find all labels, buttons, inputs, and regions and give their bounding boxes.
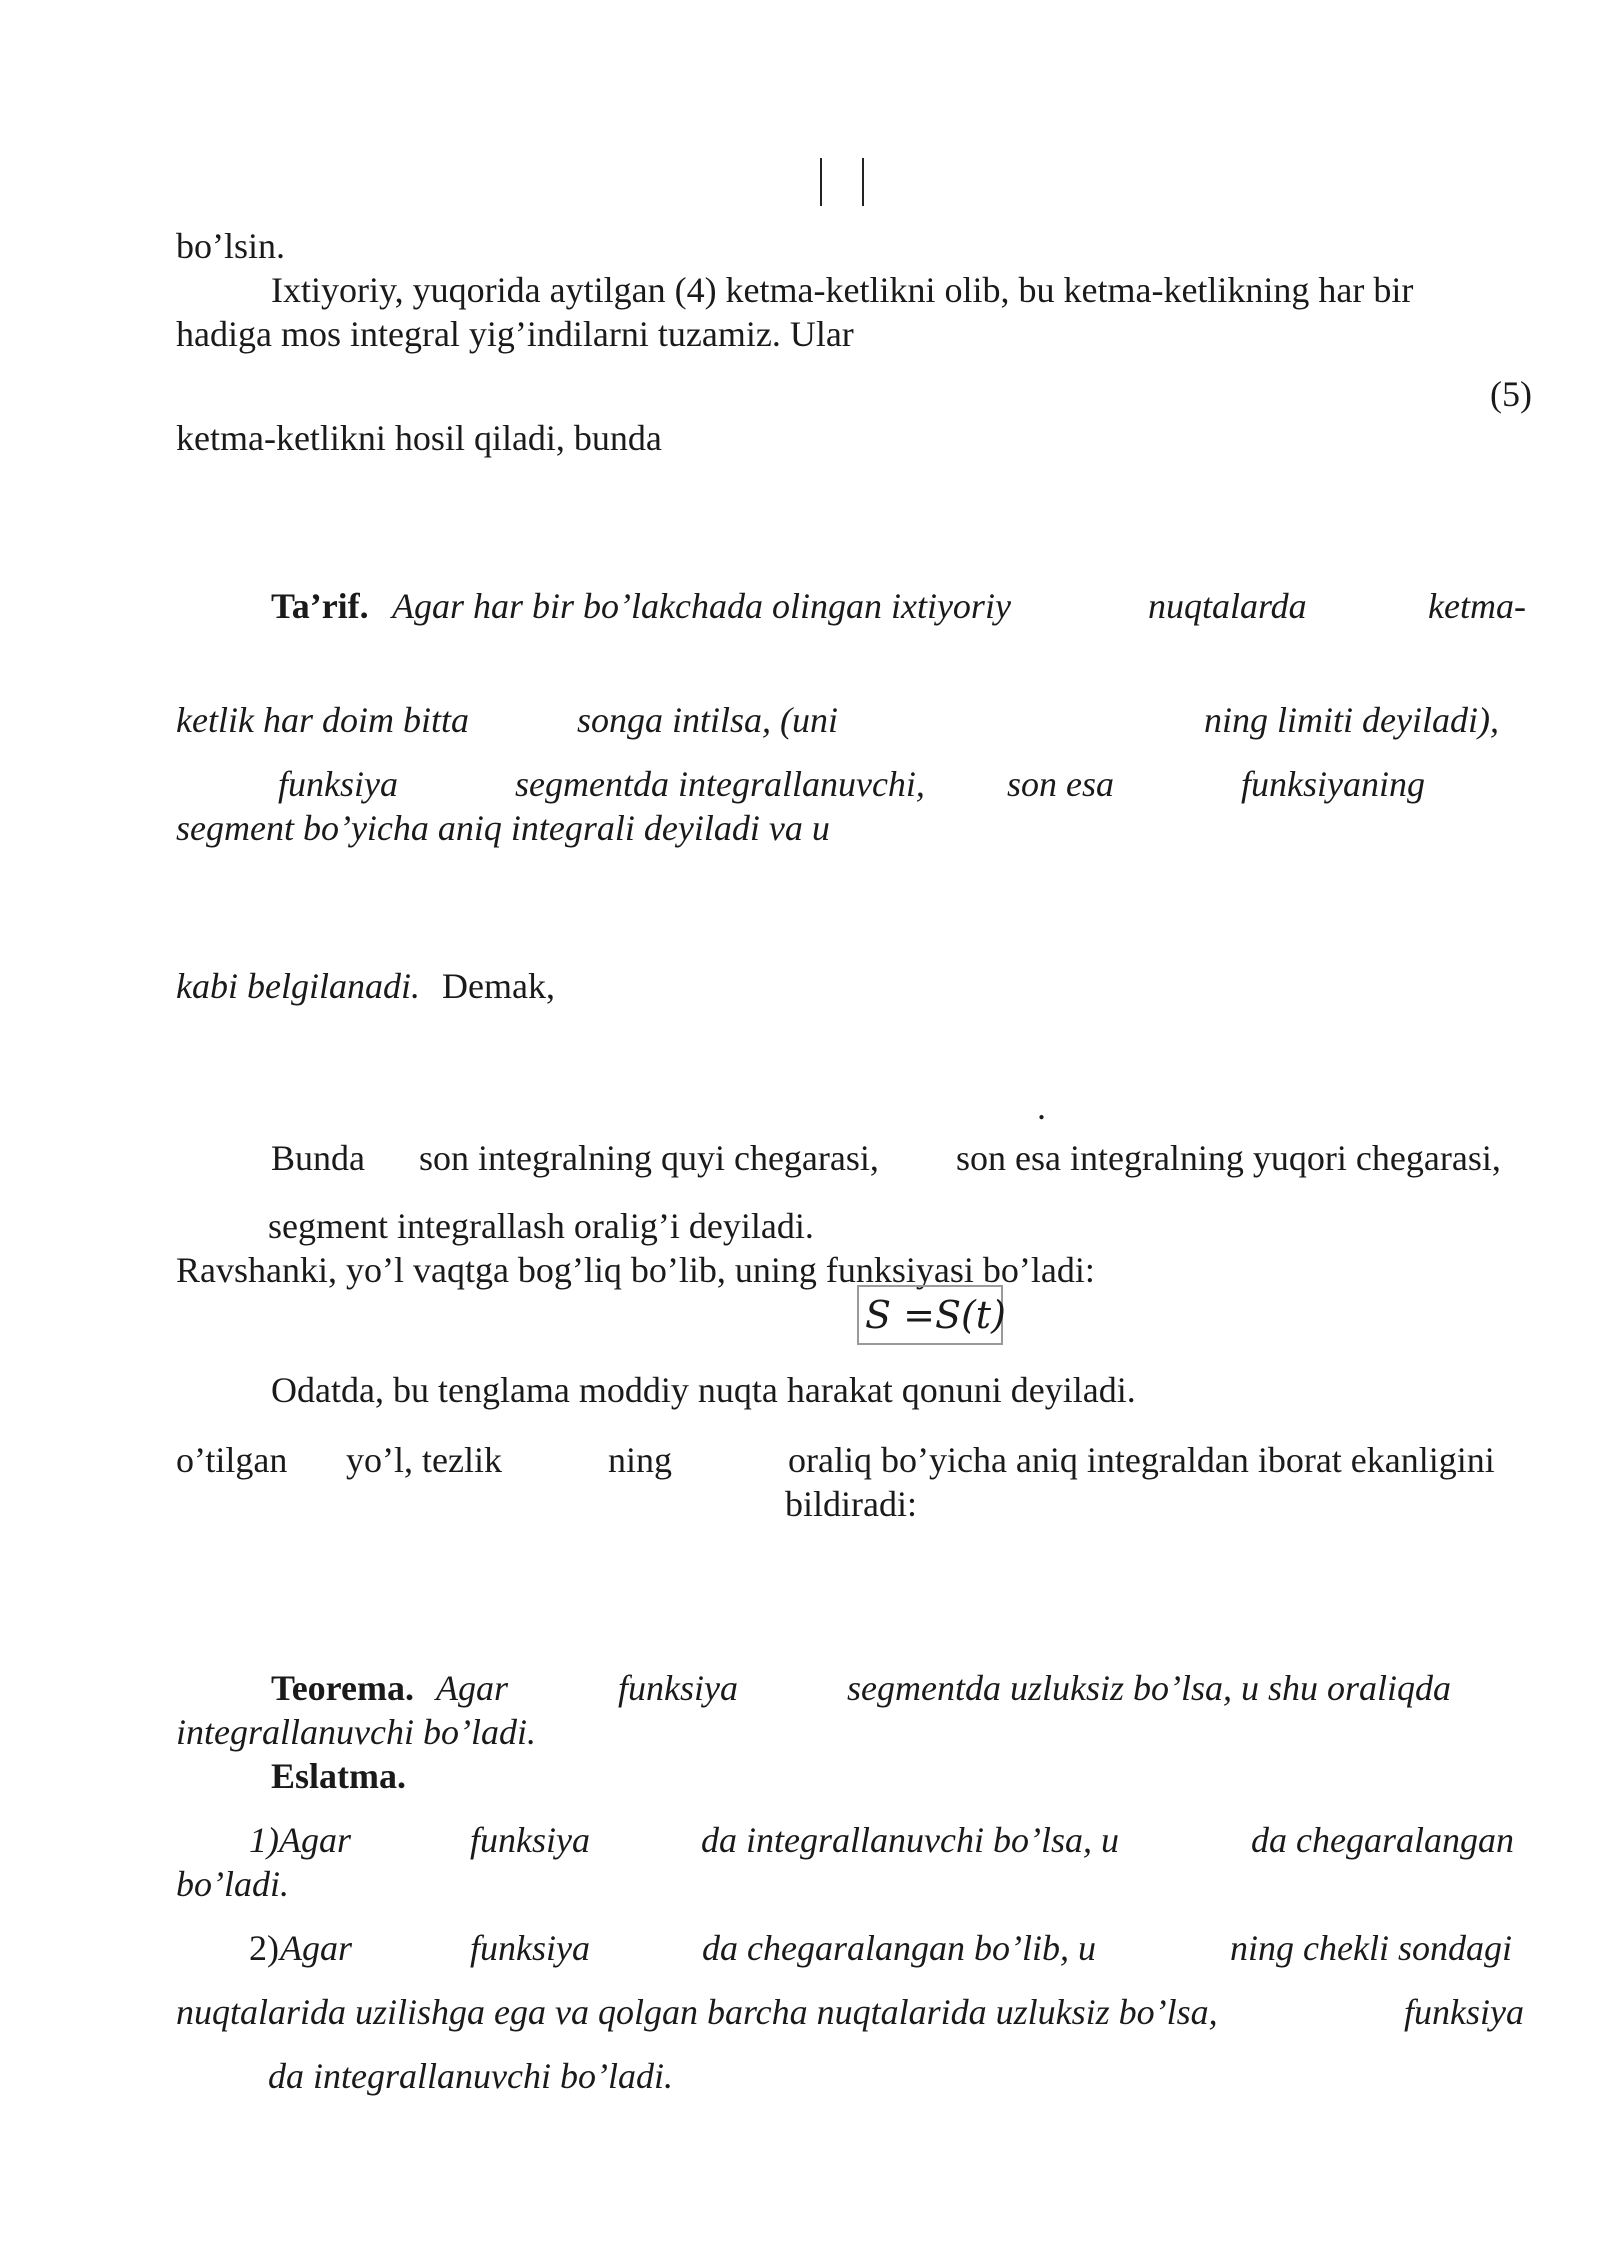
text-fragment: da chegaralangan — [1251, 1820, 1514, 1860]
note-title: Eslatma. — [271, 1756, 406, 1796]
text-line: ketma-ketlikni hosil qiladi, bunda — [176, 418, 662, 458]
text-fragment: funksiya — [470, 1928, 590, 1968]
text-fragment: son esa integralning yuqori chegarasi, — [956, 1138, 1501, 1178]
text-fragment: funksiya — [618, 1668, 738, 1708]
text-fragment: Agar — [280, 1928, 352, 1968]
text-fragment: integrallanuvchi bo’ladi. — [176, 1712, 536, 1752]
text-line: Ixtiyoriy, yuqorida aytilgan (4) ketma-ketlikni olib, bu ketma-ketlikning har bir — [271, 270, 1414, 310]
text-fragment: segment integrallash oralig’i deyiladi. — [268, 1206, 814, 1246]
text-fragment: Agar har bir bo’lakchada olingan ixtiyoriy — [392, 586, 1011, 626]
text-fragment: Agar — [436, 1668, 508, 1708]
text-fragment: segment bo’yicha aniq integrali deyiladi va u — [176, 808, 830, 848]
text-fragment: da integrallanuvchi bo’ladi. — [268, 2056, 673, 2096]
text-line: Odatda, bu tenglama moddiy nuqta harakat qonuni deyiladi. — [271, 1370, 1136, 1410]
text-fragment: nuqtalarda — [1148, 586, 1307, 626]
text-fragment: songa intilsa, (uni — [577, 700, 839, 740]
text-fragment: 2) — [249, 1928, 279, 1968]
text-fragment: funksiyaning — [1241, 764, 1425, 804]
theorem-title: Teorema. — [271, 1668, 414, 1708]
text-fragment: bildiradi: — [785, 1484, 917, 1524]
equation-number: (5) — [1490, 374, 1532, 414]
text-fragment: da chegaralangan bo’lib, u — [702, 1928, 1096, 1968]
text-line: Ravshanki, yo’l vaqtga bog’liq bo’lib, uning funksiyasi bo’ladi: — [176, 1250, 1095, 1290]
definition-title: Ta’rif. — [271, 586, 369, 626]
text-fragment: Demak, — [442, 966, 555, 1006]
text-fragment: bo’ladi. — [176, 1864, 289, 1904]
absolute-value-bars — [818, 158, 868, 208]
text-fragment: funksiya — [1404, 1992, 1524, 2032]
text-fragment: yo’l, tezlik — [346, 1440, 502, 1480]
text-fragment: ketma- — [1428, 586, 1526, 626]
text-fragment: segmentda integrallanuvchi, — [515, 764, 925, 804]
text-fragment: ketlik har doim bitta — [176, 700, 469, 740]
text-fragment: kabi belgilanadi. — [176, 966, 420, 1006]
motion-law-formula: S =S(t) — [857, 1285, 1003, 1345]
text-fragment: o’tilgan — [176, 1440, 288, 1480]
sentence-dot: . — [1037, 1087, 1046, 1127]
text-fragment: da integrallanuvchi bo’lsa, u — [701, 1820, 1119, 1860]
text-fragment: son integralning quyi chegarasi, — [419, 1138, 879, 1178]
text-line: hadiga mos integral yig’indilarni tuzamiz. Ular — [176, 314, 854, 354]
text-fragment: funksiya — [278, 764, 398, 804]
text-fragment: segmentda uzluksiz bo’lsa, u shu oraliqda — [847, 1668, 1452, 1708]
text-fragment: ning limiti deyiladi), — [1204, 700, 1499, 740]
text-fragment: son esa — [1007, 764, 1114, 804]
text-fragment: ning chekli sondagi — [1230, 1928, 1512, 1968]
text-fragment: nuqtalarida uzilishga ega va qolgan barcha nuqtalarida uzluksiz bo’lsa, — [176, 1992, 1218, 2032]
text-fragment: oraliq bo’yicha aniq integraldan iborat ekanligini — [788, 1440, 1495, 1480]
text-line: bo’lsin. — [176, 226, 286, 266]
text-fragment: funksiya — [470, 1820, 590, 1860]
text-fragment: Bunda — [271, 1138, 365, 1178]
text-fragment: 1)Agar — [249, 1820, 351, 1860]
text-fragment: ning — [608, 1440, 673, 1480]
